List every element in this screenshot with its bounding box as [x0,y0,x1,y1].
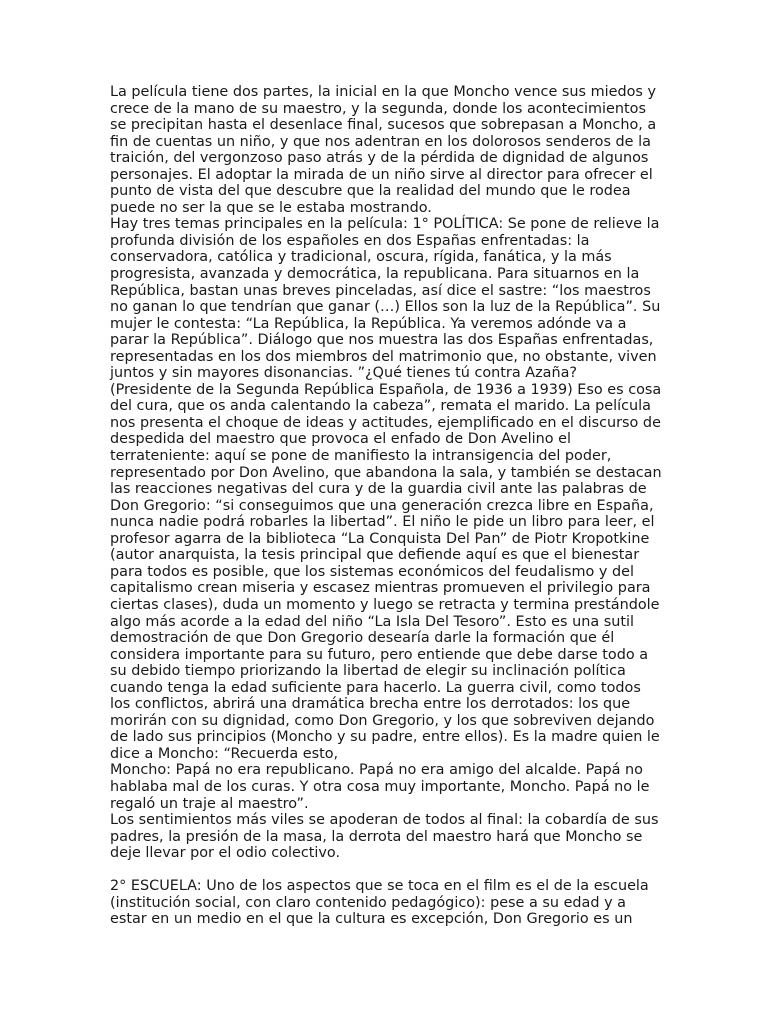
paragraph-politica: Hay tres temas principales en la película: 1° POLÍTICA: Se pone de relieve la profunda división de los españoles en dos Españas enfrentadas: la conservadora, católica y tradicional, oscura, rígida, fanática, y la más progresista, avanzada y democrática, la republicana. Para situarnos en la República, bastan unas breves pinceladas, así dice el sastre: “los maestros no ganan lo que tendrían que ganar (…) Ellos son la luz de la República”. Su mujer le contesta: “La República, la República. Ya veremos adónde va a parar la República”. Diálogo que nos muestra las dos Españas enfrentadas, representadas en los dos miembros del matrimonio que, no obstante, viven juntos y sin mayores disonancias. ”¿Qué tienes tú contra Azaña? (Presidente de la Segunda República Española, de 1936 a 1939) Eso es cosa del cura, que os anda calentando la cabeza”, remata el marido. La película nos presenta el choque de ideas y actitudes, ejemplificado en el discurso de despedida del maestro que provoca el enfado de Don Avelino el terrateniente: aquí se pone de manifiesto la intransigencia del poder, representado por Don Avelino, que abandona la sala, y también se destacan las reacciones negativas del cura y de la guardia civil ante las palabras de Don Gregorio: “si conseguimos que una generación crezca libre en España, nunca nadie podrá robarles la libertad”. El niño le pide un libro para leer, el profesor agarra de la biblioteca “La Conquista Del Pan” de Piotr Kropotkine (autor anarquista, la tesis principal que defiende aquí es que el bienestar para todos es posible, que los sistemas económicos del feudalismo y del capitalismo crean miseria y escasez mientras promueven el privilegio para ciertas clases), duda un momento y luego se retracta y termina prestándole algo más acorde a la edad del niño “La Isla Del Tesoro”. Esto es una sutil demostración de que Don Gregorio desearía darle la formación que él considera importante para su futuro, pero entiende que debe darse todo a su debido tiempo priorizando la libertad de elegir su inclinación política cuando tenga la edad suficiente para hacerlo. La guerra civil, como todos los conflictos, abrirá una dramática brecha entre los derrotados: los que morirán con su dignidad, como Don Gregorio, y los que sobreviven dejando de lado sus principios (Moncho y su padre, entre ellos). Es la madre quien le dice a Moncho: “Recuerda esto, [110,216,662,762]
document-body [110,84,662,928]
paragraph-sentimientos: Los sentimientos más viles se apoderan de todos al final: la cobardía de sus padres, la presión de la masa, la derrota del maestro hará que Moncho se deje llevar por el odio colectivo. [110,812,659,862]
paragraph-escuela: 2° ESCUELA: Uno de los aspectos que se toca en el film es el de la escuela (institución social, con claro contenido pedagógico): pese a su edad y a estar en un medio en el que la cultura es excepción, Don Gregorio es un [110,878,649,928]
paragraph-moncho-quote: Moncho: Papá no era republicano. Papá no era amigo del alcalde. Papá no hablaba mal de los curas. Y otra cosa muy importante, Moncho. Papá no le regaló un traje al maestro”. [110,762,650,812]
paragraph-intro: La película tiene dos partes, la inicial en la que Moncho vence sus miedos y crece de la mano de su maestro, y la segunda, donde los acontecimientos se precipitan hasta el desenlace final, sucesos que sobrepasan a Moncho, a fin de cuentas un niño, y que nos adentran en los dolorosos senderos de la traición, del vergonzoso paso atrás y de la pérdida de dignidad de algunos personajes. El adoptar la mirada de un niño sirve al director para ofrecer el punto de vista del que descubre que la realidad del mundo que le rodea puede no ser la que se le estaba mostrando. [110,84,657,216]
